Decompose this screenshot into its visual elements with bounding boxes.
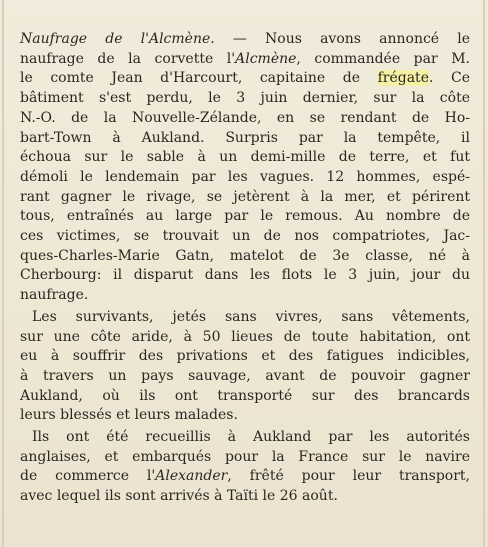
line-7: échoua sur le sable à un demi-mille de terre, et fut bbox=[20, 149, 470, 166]
line-text: naufrage de la corvette l' bbox=[20, 50, 236, 67]
paragraph-3 bbox=[20, 428, 470, 507]
line-18: à travers un pays sauvage, avant de pouvoir gagner bbox=[20, 367, 470, 384]
paragraph-1 bbox=[20, 30, 470, 306]
line-12: ques-Charles-Marie Gatn, matelot de 3e classe, né à bbox=[20, 247, 470, 264]
line-5: N.-O. de la Nouvelle-Zélande, en se rendant de Ho- bbox=[20, 109, 470, 126]
ship-name-alexander: Alexander bbox=[155, 468, 228, 485]
highlighted-word: frégate bbox=[377, 70, 429, 87]
line-23 bbox=[20, 467, 470, 487]
line-24: avec lequel ils sont arrivés à Taïti le 26 août. bbox=[20, 488, 338, 505]
line-text: , commandée par M. bbox=[296, 50, 470, 67]
line-2 bbox=[20, 50, 470, 70]
paragraph-2 bbox=[20, 308, 470, 426]
line-10: tous, entraînés au large par le remous. Au nombre de bbox=[20, 208, 470, 225]
line-9: rant gagner le rivage, se jetèrent à la mer, et périrent bbox=[20, 188, 470, 205]
line-17: eu à souffrir des privations et des fatigues indicibles, bbox=[20, 348, 470, 365]
ship-name: Alcmène bbox=[235, 50, 297, 67]
line-16: sur une côte aride, à 50 lieues de toute habitation, ont bbox=[20, 328, 470, 345]
article-title: Naufrage de l'Alcmène. bbox=[20, 31, 215, 47]
line-3 bbox=[20, 69, 470, 89]
intro-text: — Nous avons annoncé le bbox=[232, 31, 471, 47]
line-text: , frêté pour leur transport, bbox=[227, 468, 470, 485]
line-14: naufrage. bbox=[20, 287, 89, 304]
line-text: . Ce bbox=[428, 70, 470, 87]
line-1 bbox=[20, 30, 470, 50]
line-15: Les survivants, jetés sans vivres, sans vêtements, bbox=[32, 308, 470, 325]
line-6: bart-Town à Aukland. Surpris par la tempête, il bbox=[20, 129, 470, 146]
line-20: leurs blessés et leurs malades. bbox=[20, 407, 238, 424]
line-22: anglaises, et embarqués pour la France sur le navire bbox=[20, 448, 470, 465]
line-19: Aukland, où ils ont transporté sur des brancards bbox=[20, 387, 470, 404]
line-21: Ils ont été recueillis à Aukland par les autorités bbox=[32, 429, 470, 446]
line-text: de commerce l' bbox=[20, 468, 156, 485]
line-4: bâtiment s'est perdu, le 3 juin dernier, sur la côte bbox=[20, 90, 470, 107]
line-13: Cherbourg: il disparut dans les flots le 3 juin, jour du bbox=[20, 267, 470, 284]
line-8: démoli le lendemain par les vagues. 12 hommes, espé- bbox=[20, 168, 470, 185]
line-text: le comte Jean d'Harcourt, capitaine de bbox=[20, 70, 378, 87]
line-11: ces victimes, se trouvait un de nos compatriotes, Jac- bbox=[20, 228, 470, 245]
